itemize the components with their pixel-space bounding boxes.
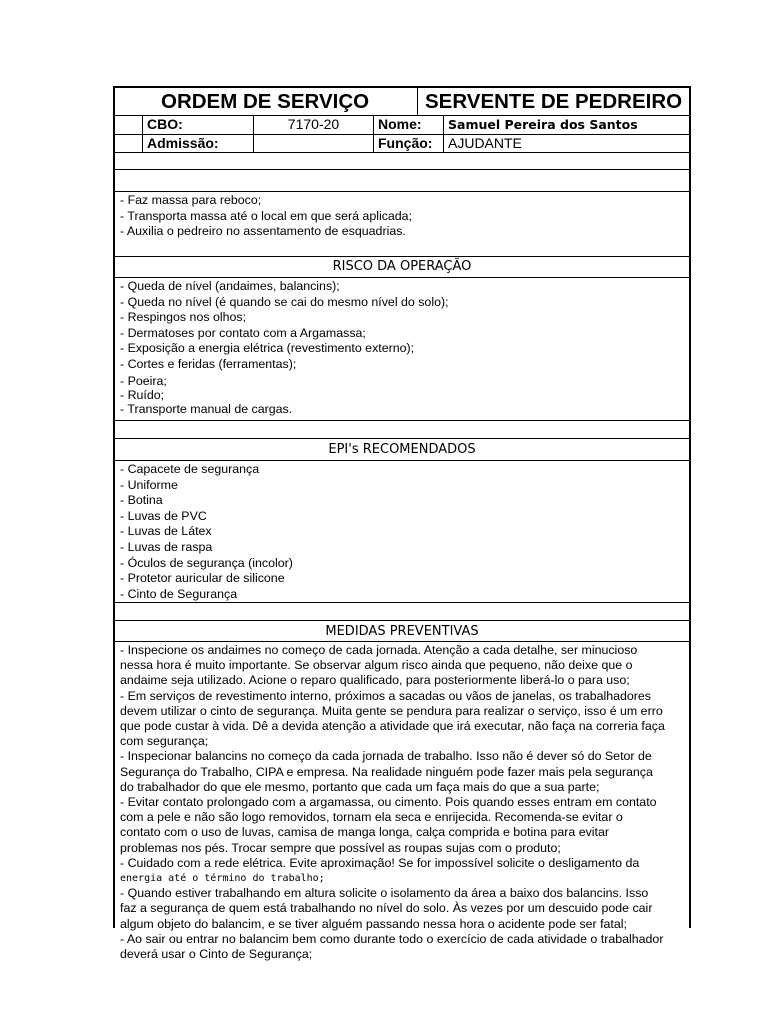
cbo-label-cell xyxy=(142,116,253,134)
paragraph-line: algum objeto do balancim, e se tiver alguém passando nessa hora o acidente pode ser fatal; xyxy=(120,916,627,931)
list-item: - Luvas de raspa xyxy=(120,539,213,554)
paragraph-line: do trabalhador do que ele mesmo, portanto que cada um faça mais do que a sua parte; xyxy=(120,779,600,794)
activities-section xyxy=(115,191,689,256)
paragraph-line: contato com o uso de luvas, camisa de manga longa, calça comprida e botina para evitar xyxy=(120,825,610,840)
paragraph-line: - Inspecionar balancins no começo da cada jornada de trabalho. Isso não é dever só do Setor de xyxy=(120,749,652,764)
paragraph-line: - Quando estiver trabalhando em altura solicite o isolamento da área a baixo dos balancins. Isso xyxy=(120,886,649,901)
list-item: - Transporta massa até o local em que será aplicada; xyxy=(120,208,413,223)
epi-list xyxy=(115,460,689,602)
list-item: - Dermatoses por contato com a Argamassa; xyxy=(120,325,366,340)
cbo-label: CBO: xyxy=(147,116,183,132)
funcao-label-cell xyxy=(373,135,443,152)
paragraph-line: - Inspecione os andaimes no começo de cada jornada. Atenção a cada detalhe, ser minucioso xyxy=(120,643,638,657)
list-item: - Respingos nos olhos; xyxy=(120,310,247,325)
paragraph-line: deverá usar o Cinto de Segurança; xyxy=(120,947,313,962)
paragraph-line: - Ao sair ou entrar no balancim bem como durante todo o exercício de cada atividade o trabalhador xyxy=(120,931,664,946)
paragraph-line: com a pele e não são logo removidos, tornam ela seca e enrijecida. Recomenda-se evitar o xyxy=(120,810,623,825)
document-title: ORDEM DE SERVIÇO xyxy=(161,90,370,113)
list-item: - Protetor auricular de silicone xyxy=(120,571,285,586)
list-item: - Óculos de segurança (incolor) xyxy=(120,555,293,570)
list-item: - Uniforme xyxy=(120,477,178,492)
list-item: - Auxilia o pedreiro no assentamento de esquadrias. xyxy=(120,224,406,239)
list-item: - Luvas de Látex xyxy=(120,524,212,539)
paragraph-line: que pode custar à vida. Dê a devida atenção a atividade que irá executar, não faça na correria faça xyxy=(120,719,665,734)
service-order-sheet xyxy=(113,86,691,962)
funcao-label: Função: xyxy=(378,135,433,151)
list-item: - Ruído; xyxy=(120,388,165,403)
funcao-value: AJUDANTE xyxy=(448,135,522,151)
blank-row xyxy=(115,169,689,191)
paragraph-line: devem utilizar o cinto de segurança. Muita gente se pendura para realizar o serviço, isso é um erro xyxy=(120,703,663,718)
risk-list xyxy=(115,277,689,420)
blank-row xyxy=(115,602,689,620)
epi-title: EPI's RECOMENDADOS xyxy=(115,438,689,460)
cbo-row xyxy=(115,115,689,134)
list-item: - Faz massa para reboco; xyxy=(120,193,262,207)
nome-value-cell xyxy=(443,116,689,134)
list-item: - Transporte manual de cargas. xyxy=(120,402,293,417)
list-item: - Luvas de PVC xyxy=(120,508,207,523)
list-item: - Capacete de segurança xyxy=(120,462,260,476)
paragraph-line: - Em serviços de revestimento interno, próximos a sacadas ou vãos de janelas, os trabalhadores xyxy=(120,688,652,703)
admissao-label-cell xyxy=(142,135,253,152)
blank-row xyxy=(115,152,689,169)
nome-value: Samuel Pereira dos Santos xyxy=(448,117,638,132)
list-item: - Queda no nível (é quando se cai do mesmo nível do solo); xyxy=(120,294,449,309)
paragraph-line: - Evitar contato prolongado com a argamassa, ou cimento. Pois quando esses entram em contato xyxy=(120,795,657,810)
paragraph-line: energia até o término do trabalho; xyxy=(120,873,325,885)
list-item: - Queda de nível (andaimes, balancins); xyxy=(120,279,340,293)
blank-row xyxy=(115,420,689,438)
list-item: - Botina xyxy=(120,493,163,508)
paragraph-line: - Cuidado com a rede elétrica. Evite aproximação! Se for impossível solicite o desligamento da xyxy=(120,855,640,870)
nome-label: Nome: xyxy=(378,116,422,132)
nome-label-cell xyxy=(373,116,443,134)
admissao-row xyxy=(115,134,689,152)
preventive-measures-text xyxy=(115,641,689,962)
list-item: - Cinto de Segurança xyxy=(120,586,238,601)
header-divider xyxy=(417,88,418,115)
list-item: - Poeira; xyxy=(120,373,167,388)
paragraph-line: nessa hora é muito importante. Se observar algum risco ainda que pequeno, não deixe que o xyxy=(120,658,633,673)
paragraph-line: com segurança; xyxy=(120,734,209,749)
paragraph-line: andaime seja utilizado. Acione o reparo qualificado, para posteriormente liberá-lo o para uso; xyxy=(120,673,630,688)
list-item: - Cortes e feridas (ferramentas); xyxy=(120,356,297,371)
list-item: - Exposição a energia elétrica (revestimento externo); xyxy=(120,341,415,356)
paragraph-line: faz a segurança de quem está trabalhando no nível do solo. Às vezes por um descuido pode cair xyxy=(120,901,653,916)
admissao-value-cell xyxy=(253,135,373,152)
preventive-measures-title: MEDIDAS PREVENTIVAS xyxy=(115,620,689,641)
header-row xyxy=(115,88,689,115)
cbo-value: 7170-20 xyxy=(287,116,340,132)
paragraph-line: Segurança do Trabalho, CIPA e empresa. Na realidade ninguém pode fazer mais pela segurança xyxy=(120,764,653,779)
admissao-label: Admissão: xyxy=(147,135,219,151)
risk-title: RISCO DA OPERAÇÃO xyxy=(115,256,689,277)
funcao-value-cell xyxy=(443,135,689,152)
cbo-value-cell xyxy=(253,116,373,134)
job-title: SERVENTE DE PEDREIRO xyxy=(425,90,683,113)
paragraph-line: problemas nos pés. Trocar sempre que possível as roupas sujas com o produto; xyxy=(120,840,561,855)
